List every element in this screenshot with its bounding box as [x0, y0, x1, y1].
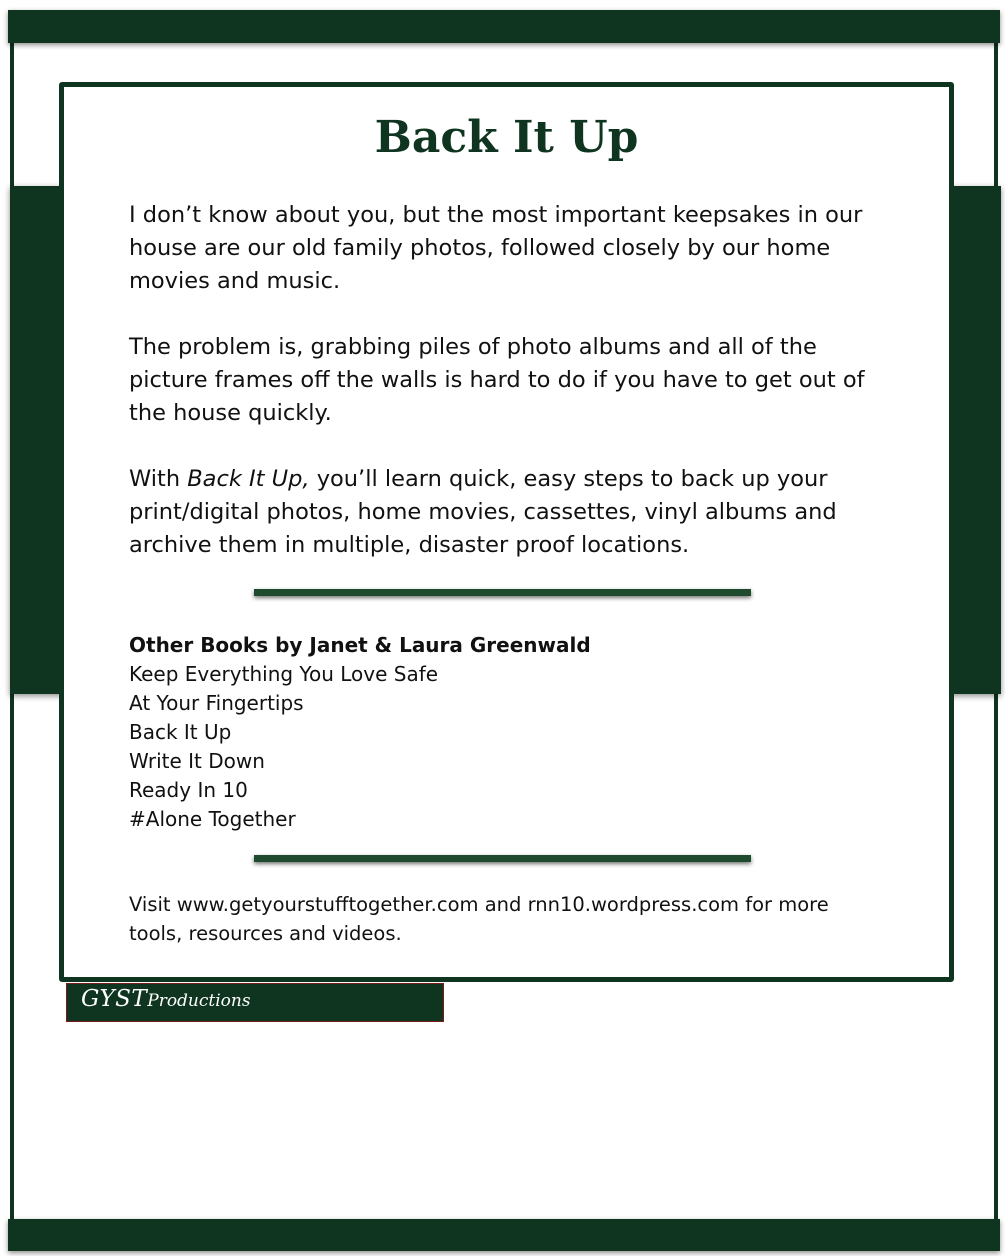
problem-paragraph: The problem is, grabbing piles of photo albums and all of the picture frames off the walls is hard to do if you have to get out of the house quickly. — [129, 334, 865, 426]
intro-paragraph: I don’t know about you, but the most important keepsakes in our house are our old family photos, followed closely by our home movies and music. — [129, 202, 863, 294]
bottom-band — [8, 1219, 1000, 1251]
top-band — [8, 10, 1000, 43]
page-title: Back It Up — [374, 112, 639, 163]
other-books-heading: Other Books by Janet & Laura Greenwald — [129, 633, 591, 657]
visit-text: Visit www.getyourstufftogether.com and rnn10.wordpress.com for more tools, resources and videos. — [129, 893, 829, 945]
solution-prefix: With — [129, 466, 188, 492]
solution-suffix: you’ll learn quick, easy steps to back up your print/digital photos, home movies, cassettes, vinyl albums and archive them in multiple, disaster proof locations. — [129, 466, 837, 558]
book-item: Keep Everything You Love Safe — [129, 662, 439, 686]
book-title-italic: Back It Up, — [187, 466, 310, 492]
logo-main-text: GYST — [81, 986, 148, 1012]
book-item: Back It Up — [129, 720, 232, 744]
book-item: Write It Down — [129, 749, 265, 773]
divider-rule — [254, 855, 751, 862]
content-card — [59, 82, 954, 982]
left-side-band — [10, 186, 66, 694]
other-books-section — [129, 631, 829, 834]
book-item: #Alone Together — [129, 807, 296, 831]
gyst-productions-logo — [66, 983, 444, 1022]
divider-rule — [254, 589, 751, 596]
logo-sub-text: Productions — [147, 991, 251, 1011]
book-item: Ready In 10 — [129, 778, 248, 802]
logo-text — [81, 986, 251, 1012]
book-item: At Your Fingertips — [129, 691, 304, 715]
other-books-list — [129, 660, 829, 834]
solution-paragraph — [129, 463, 869, 562]
